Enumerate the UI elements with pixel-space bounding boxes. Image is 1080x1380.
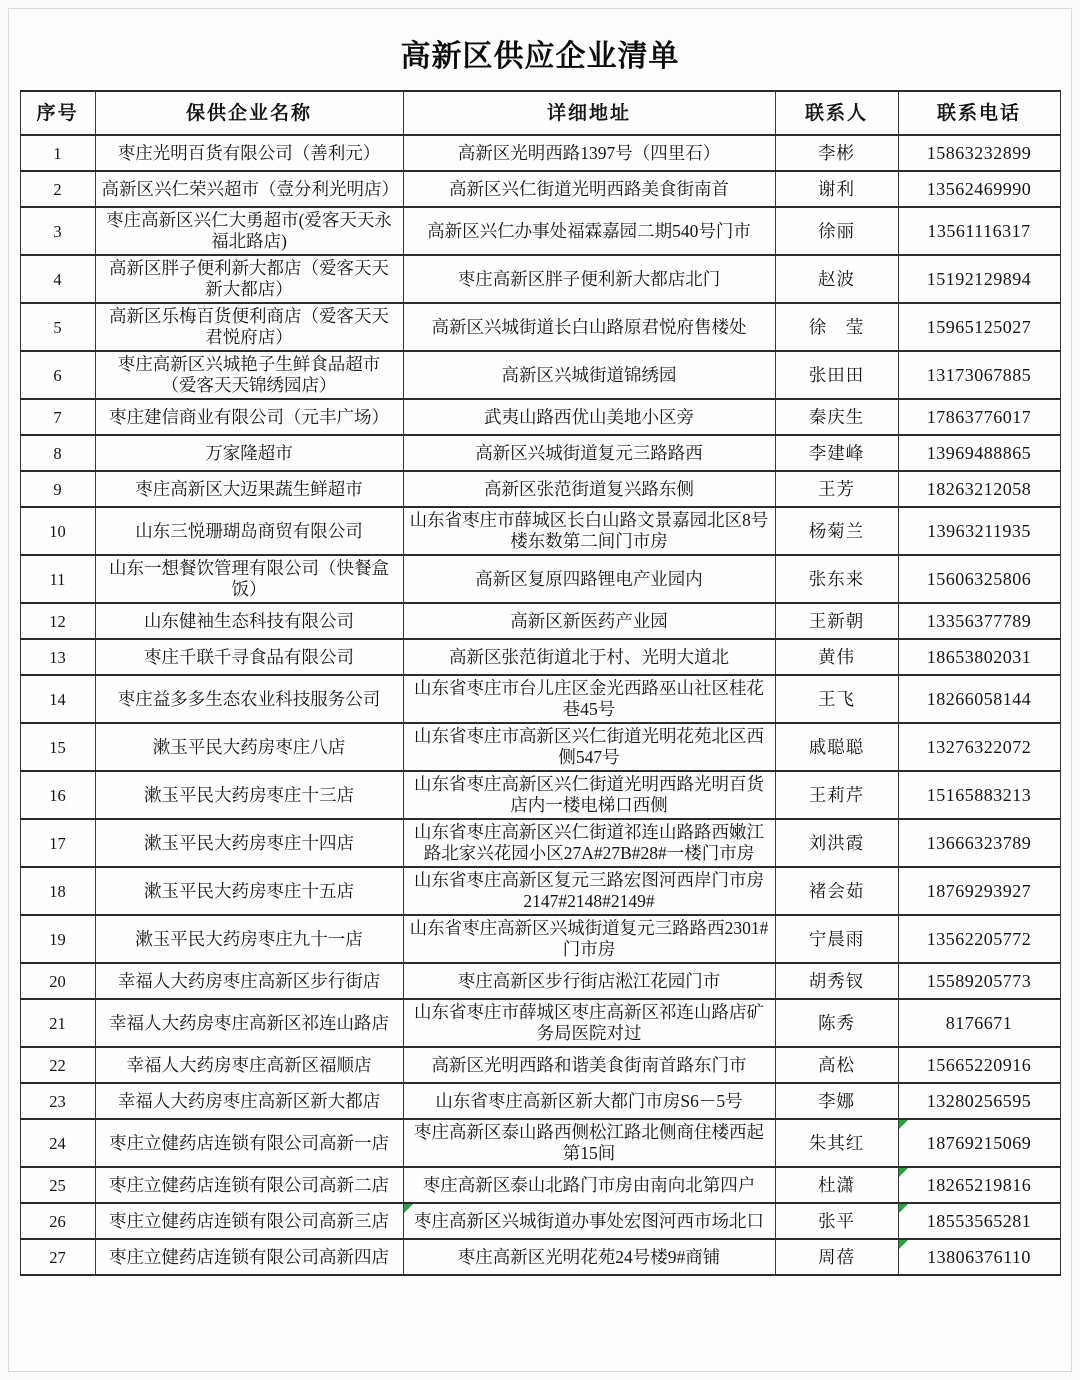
contact-person-cell: 张田田 (775, 351, 898, 399)
contact-person-cell: 赵波 (775, 255, 898, 303)
table-row (20, 1119, 1060, 1167)
row-number-cell: 25 (20, 1167, 95, 1203)
cell-corner-flag-icon (899, 1168, 908, 1177)
address-cell: 枣庄高新区泰山北路门市房由南向北第四户 (403, 1167, 775, 1203)
row-number-cell: 17 (20, 819, 95, 867)
company-name-cell: 高新区胖子便利新大都店（爱客天天新大都店） (95, 255, 403, 303)
address-cell: 高新区光明西路1397号（四里石） (403, 135, 775, 171)
company-name-cell: 枣庄高新区大迈果蔬生鲜超市 (95, 471, 403, 507)
table-row (20, 603, 1060, 639)
contact-person-cell: 张平 (775, 1203, 898, 1239)
row-number-cell: 10 (20, 507, 95, 555)
contact-phone-cell: 18265219816 (898, 1167, 1060, 1203)
contact-person-cell: 李娜 (775, 1083, 898, 1119)
contact-phone-cell: 18263212058 (898, 471, 1060, 507)
contact-person-cell: 周蓓 (775, 1239, 898, 1275)
row-number-cell: 15 (20, 723, 95, 771)
company-name-cell: 枣庄立健药店连锁有限公司高新四店 (95, 1239, 403, 1275)
contact-phone-cell: 15965125027 (898, 303, 1060, 351)
company-name-cell: 漱玉平民大药房枣庄十三店 (95, 771, 403, 819)
company-name-cell: 万家隆超市 (95, 435, 403, 471)
table-body (20, 135, 1060, 1275)
table-row (20, 135, 1060, 171)
table-row (20, 435, 1060, 471)
contact-phone-cell: 18653802031 (898, 639, 1060, 675)
table-row (20, 963, 1060, 999)
contact-phone-cell: 13969488865 (898, 435, 1060, 471)
table-row (20, 1239, 1060, 1275)
address-cell: 山东省枣庄市薛城区长白山路文景嘉园北区8号楼东数第二间门市房 (403, 507, 775, 555)
address-cell: 枣庄高新区胖子便利新大都店北门 (403, 255, 775, 303)
company-name-cell: 枣庄立健药店连锁有限公司高新一店 (95, 1119, 403, 1167)
row-number-cell: 3 (20, 207, 95, 255)
row-number-cell: 5 (20, 303, 95, 351)
contact-phone-cell: 18769215069 (898, 1119, 1060, 1167)
contact-phone-cell: 15665220916 (898, 1047, 1060, 1083)
contact-person-cell: 杨菊兰 (775, 507, 898, 555)
table-row (20, 399, 1060, 435)
table-row (20, 771, 1060, 819)
header-cell-contact: 联系人 (775, 91, 898, 135)
address-cell: 山东省枣庄市台儿庄区金光西路巫山社区桂花巷45号 (403, 675, 775, 723)
contact-person-cell: 李建峰 (775, 435, 898, 471)
cell-corner-flag-icon (899, 1120, 908, 1129)
address-cell: 枣庄高新区兴城街道办事处宏图河西市场北口 (403, 1203, 775, 1239)
row-number-cell: 8 (20, 435, 95, 471)
row-number-cell: 19 (20, 915, 95, 963)
contact-phone-cell: 13561116317 (898, 207, 1060, 255)
contact-phone-cell: 13963211935 (898, 507, 1060, 555)
address-cell: 高新区复原四路锂电产业园内 (403, 555, 775, 603)
row-number-cell: 27 (20, 1239, 95, 1275)
header-cell-name: 保供企业名称 (95, 91, 403, 135)
contact-person-cell: 王莉芹 (775, 771, 898, 819)
table-row (20, 639, 1060, 675)
table-row (20, 255, 1060, 303)
company-name-cell: 枣庄千联千寻食品有限公司 (95, 639, 403, 675)
contact-phone-cell: 8176671 (898, 999, 1060, 1047)
contact-phone-cell: 13562205772 (898, 915, 1060, 963)
print-area-frame (8, 8, 1072, 1372)
row-number-cell: 20 (20, 963, 95, 999)
row-number-cell: 18 (20, 867, 95, 915)
header-cell-address: 详细地址 (403, 91, 775, 135)
contact-person-cell: 杜潇 (775, 1167, 898, 1203)
company-name-cell: 漱玉平民大药房枣庄九十一店 (95, 915, 403, 963)
row-number-cell: 7 (20, 399, 95, 435)
row-number-cell: 2 (20, 171, 95, 207)
row-number-cell: 1 (20, 135, 95, 171)
company-name-cell: 枣庄立健药店连锁有限公司高新二店 (95, 1167, 403, 1203)
table-row (20, 915, 1060, 963)
contact-person-cell: 宁晨雨 (775, 915, 898, 963)
contact-phone-cell: 15192129894 (898, 255, 1060, 303)
contact-person-cell: 徐丽 (775, 207, 898, 255)
address-cell: 高新区兴城街道长白山路原君悦府售楼处 (403, 303, 775, 351)
table-row (20, 171, 1060, 207)
row-number-cell: 11 (20, 555, 95, 603)
header-cell-phone: 联系电话 (898, 91, 1060, 135)
company-name-cell: 漱玉平民大药房枣庄八店 (95, 723, 403, 771)
row-number-cell: 22 (20, 1047, 95, 1083)
table-header (20, 91, 1060, 135)
company-name-cell: 枣庄高新区兴城艳子生鲜食品超市（爱客天天锦绣园店） (95, 351, 403, 399)
company-name-cell: 高新区兴仁荣兴超市（壹分利光明店） (95, 171, 403, 207)
contact-phone-cell: 13666323789 (898, 819, 1060, 867)
company-name-cell: 漱玉平民大药房枣庄十四店 (95, 819, 403, 867)
company-name-cell: 幸福人大药房枣庄高新区步行街店 (95, 963, 403, 999)
table-row (20, 999, 1060, 1047)
contact-person-cell: 黄伟 (775, 639, 898, 675)
address-cell: 武夷山路西优山美地小区旁 (403, 399, 775, 435)
address-cell: 高新区光明西路和谐美食街南首路东门市 (403, 1047, 775, 1083)
address-cell: 枣庄高新区步行街店淞江花园门市 (403, 963, 775, 999)
table-row (20, 555, 1060, 603)
table-row (20, 1083, 1060, 1119)
contact-person-cell: 秦庆生 (775, 399, 898, 435)
address-cell: 高新区新医药产业园 (403, 603, 775, 639)
address-cell: 山东省枣庄高新区新大都门市房S6－5号 (403, 1083, 775, 1119)
cell-corner-flag-icon (404, 1204, 413, 1213)
address-cell: 高新区张范街道复兴路东侧 (403, 471, 775, 507)
contact-phone-cell: 15606325806 (898, 555, 1060, 603)
row-number-cell: 23 (20, 1083, 95, 1119)
address-cell: 高新区兴仁街道光明西路美食街南首 (403, 171, 775, 207)
page-title: 高新区供应企业清单 (400, 40, 680, 73)
table-row (20, 723, 1060, 771)
contact-phone-cell: 13806376110 (898, 1239, 1060, 1275)
cell-corner-flag-icon (899, 1204, 908, 1213)
table-row (20, 351, 1060, 399)
row-number-cell: 16 (20, 771, 95, 819)
contact-person-cell: 高松 (775, 1047, 898, 1083)
contact-phone-cell: 15589205773 (898, 963, 1060, 999)
company-name-cell: 幸福人大药房枣庄高新区福顺店 (95, 1047, 403, 1083)
company-name-cell: 山东三悦珊瑚岛商贸有限公司 (95, 507, 403, 555)
address-cell: 山东省枣庄市高新区兴仁街道光明花苑北区西侧547号 (403, 723, 775, 771)
contact-phone-cell: 13356377789 (898, 603, 1060, 639)
contact-person-cell: 徐 莹 (775, 303, 898, 351)
table-row (20, 867, 1060, 915)
contact-phone-cell: 17863776017 (898, 399, 1060, 435)
company-name-cell: 枣庄建信商业有限公司（元丰广场） (95, 399, 403, 435)
row-number-cell: 26 (20, 1203, 95, 1239)
company-name-cell: 枣庄益多多生态农业科技服务公司 (95, 675, 403, 723)
address-cell: 高新区兴城街道复元三路路西 (403, 435, 775, 471)
contact-phone-cell: 15863232899 (898, 135, 1060, 171)
company-name-cell: 枣庄高新区兴仁大勇超市(爱客天天永福北路店) (95, 207, 403, 255)
company-name-cell: 枣庄光明百货有限公司（善利元） (95, 135, 403, 171)
cell-corner-flag-icon (899, 1240, 908, 1249)
table-row (20, 207, 1060, 255)
contact-person-cell: 胡秀钗 (775, 963, 898, 999)
row-number-cell: 12 (20, 603, 95, 639)
row-number-cell: 9 (20, 471, 95, 507)
contact-person-cell: 陈秀 (775, 999, 898, 1047)
contact-phone-cell: 18553565281 (898, 1203, 1060, 1239)
header-row (20, 91, 1060, 135)
contact-person-cell: 王飞 (775, 675, 898, 723)
row-number-cell: 13 (20, 639, 95, 675)
contact-person-cell: 朱其红 (775, 1119, 898, 1167)
header-cell-no: 序号 (20, 91, 95, 135)
company-name-cell: 漱玉平民大药房枣庄十五店 (95, 867, 403, 915)
contact-person-cell: 张东来 (775, 555, 898, 603)
table-row (20, 1203, 1060, 1239)
contact-phone-cell: 18769293927 (898, 867, 1060, 915)
contact-person-cell: 王新朝 (775, 603, 898, 639)
contact-phone-cell: 13276322072 (898, 723, 1060, 771)
table-row (20, 1167, 1060, 1203)
company-name-cell: 山东健袖生态科技有限公司 (95, 603, 403, 639)
row-number-cell: 21 (20, 999, 95, 1047)
table-row (20, 471, 1060, 507)
row-number-cell: 24 (20, 1119, 95, 1167)
contact-phone-cell: 13173067885 (898, 351, 1060, 399)
contact-phone-cell: 15165883213 (898, 771, 1060, 819)
address-cell: 山东省枣庄高新区兴仁街道祁连山路路西嫩江路北家兴花园小区27A#27B#28#一楼门市房 (403, 819, 775, 867)
contact-phone-cell: 13280256595 (898, 1083, 1060, 1119)
address-cell: 高新区兴仁办事处福霖嘉园二期540号门市 (403, 207, 775, 255)
address-cell: 枣庄高新区光明花苑24号楼9#商铺 (403, 1239, 775, 1275)
row-number-cell: 4 (20, 255, 95, 303)
contact-person-cell: 李彬 (775, 135, 898, 171)
contact-person-cell: 褚会茹 (775, 867, 898, 915)
company-name-cell: 幸福人大药房枣庄高新区新大都店 (95, 1083, 403, 1119)
supplier-table (20, 90, 1061, 1276)
address-cell: 山东省枣庄高新区复元三路宏图河西岸门市房2147#2148#2149# (403, 867, 775, 915)
address-cell: 高新区张范街道北于村、光明大道北 (403, 639, 775, 675)
contact-person-cell: 王芳 (775, 471, 898, 507)
company-name-cell: 山东一想餐饮管理有限公司（快餐盒饭） (95, 555, 403, 603)
company-name-cell: 枣庄立健药店连锁有限公司高新三店 (95, 1203, 403, 1239)
table-row (20, 1047, 1060, 1083)
table-row (20, 675, 1060, 723)
address-cell: 山东省枣庄高新区兴仁街道光明西路光明百货店内一楼电梯口西侧 (403, 771, 775, 819)
row-number-cell: 14 (20, 675, 95, 723)
table-row (20, 507, 1060, 555)
address-cell: 枣庄高新区泰山路西侧松江路北侧商住楼西起第15间 (403, 1119, 775, 1167)
contact-phone-cell: 13562469990 (898, 171, 1060, 207)
table-row (20, 303, 1060, 351)
address-cell: 高新区兴城街道锦绣园 (403, 351, 775, 399)
address-cell: 山东省枣庄市薛城区枣庄高新区祁连山路店矿务局医院对过 (403, 999, 775, 1047)
contact-person-cell: 谢利 (775, 171, 898, 207)
contact-person-cell: 戚聪聪 (775, 723, 898, 771)
company-name-cell: 幸福人大药房枣庄高新区祁连山路店 (95, 999, 403, 1047)
address-cell: 山东省枣庄高新区兴城街道复元三路路西2301#门市房 (403, 915, 775, 963)
contact-phone-cell: 18266058144 (898, 675, 1060, 723)
table-row (20, 819, 1060, 867)
contact-person-cell: 刘洪霞 (775, 819, 898, 867)
company-name-cell: 高新区乐梅百货便利商店（爱客天天君悦府店） (95, 303, 403, 351)
row-number-cell: 6 (20, 351, 95, 399)
